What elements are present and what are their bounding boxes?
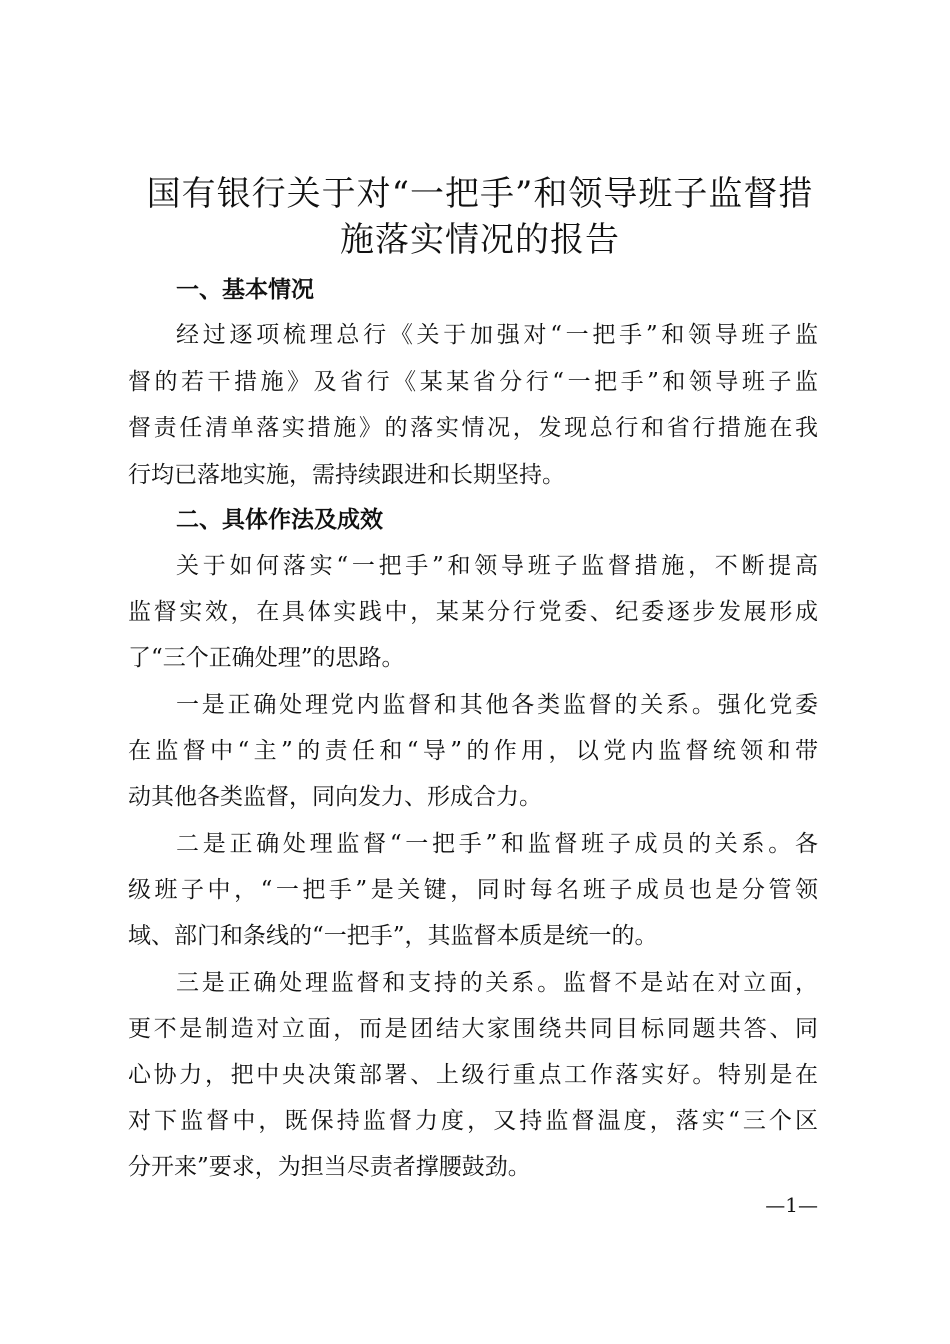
paragraph-line: 更不是制造对立面，而是团结大家围绕共同目标同题共答、同 [128, 1016, 818, 1042]
paragraph-line: 域、部门和条线的“一把手”，其监督本质是统一的。 [128, 923, 658, 949]
paragraph-line: 二是正确处理监督“一把手”和监督班子成员的关系。各 [176, 831, 818, 857]
paragraph-line: 心协力，把中央决策部署、上级行重点工作落实好。特别是在 [128, 1062, 818, 1088]
paragraph-line: 分开来”要求，为担当尽责者撑腰鼓劲。 [128, 1154, 531, 1180]
paragraph-line: 关于如何落实“一把手”和领导班子监督措施，不断提高 [176, 553, 818, 579]
paragraph-line: 监督实效，在具体实践中，某某分行党委、纪委逐步发展形成 [128, 599, 818, 625]
document-title-line-1: 国有银行关于对“一把手”和领导班子监督措 [146, 174, 814, 214]
document-title-line-2: 施落实情况的报告 [340, 220, 620, 260]
paragraph-line: 一是正确处理党内监督和其他各类监督的关系。强化党委 [176, 692, 818, 718]
paragraph-line: 行均已落地实施，需持续跟进和长期坚持。 [128, 462, 565, 488]
paragraph-line: 督责任清单落实措施》的落实情况，发现总行和省行措施在我 [128, 415, 818, 441]
paragraph-line: 三是正确处理监督和支持的关系。监督不是站在对立面， [176, 970, 818, 996]
section-heading-practice: 二、具体作法及成效 [176, 507, 383, 533]
paragraph-line: 经过逐项梳理总行《关于加强对“一把手”和领导班子监 [176, 322, 818, 348]
paragraph-line: 在监督中“主”的责任和“导”的作用，以党内监督统领和带 [128, 738, 818, 764]
paragraph-line: 级班子中，“一把手”是关键，同时每名班子成员也是分管领 [128, 877, 818, 903]
paragraph-line: 了“三个正确处理”的思路。 [128, 645, 405, 671]
paragraph-line: 督的若干措施》及省行《某某省分行“一把手”和领导班子监 [128, 369, 818, 395]
paragraph-line: 对下监督中，既保持监督力度，又持监督温度，落实“三个区 [128, 1108, 818, 1134]
page-number: —1— [765, 1193, 818, 1217]
section-heading-basic: 一、基本情况 [176, 277, 314, 303]
paragraph-line: 动其他各类监督，同向发力、形成合力。 [128, 784, 542, 810]
